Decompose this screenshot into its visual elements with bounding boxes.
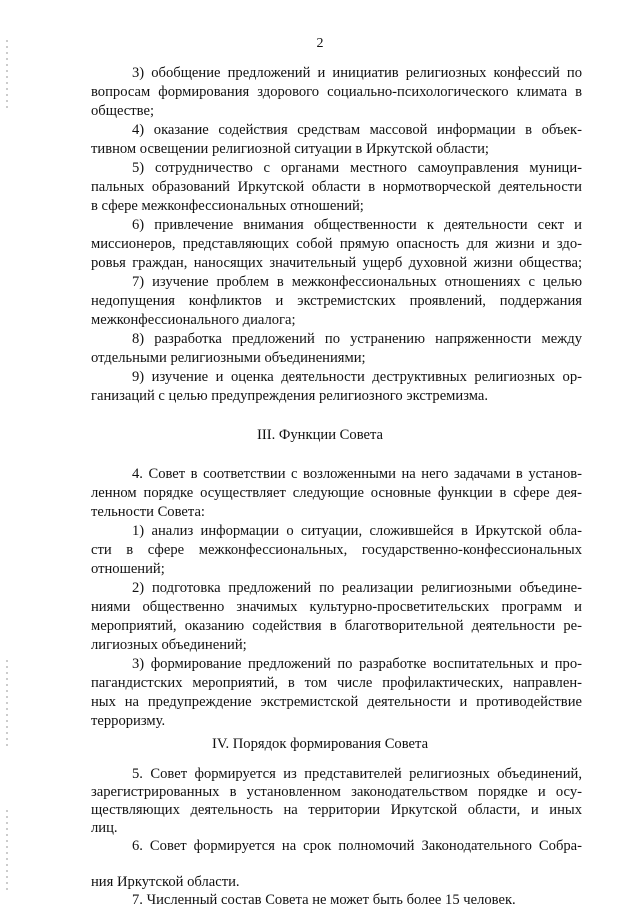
paragraph-line: ганизаций с целью предупреждения религиозного экстремизма. [91,388,489,404]
paragraph-line: тельности Совета: [91,504,205,520]
paragraph-line: ровья граждан, наносящих значительный ущерб духовной жизни общества; [91,255,582,271]
paragraph-line: отдельными религиозными объединениями; [91,350,366,366]
paragraph-line: ния Иркутской области. [91,874,240,890]
paragraph-line: недопущения конфликтов и экстремистских проявлений, поддержания [91,293,582,309]
paragraph-line: 6) привлечение внимания общественности к деятельности сект и [132,217,582,233]
paragraph-line: 1) анализ информации о ситуации, сложившейся в Иркутской обла- [132,523,582,539]
paragraph-line: ных на предупреждение экстремистской деятельности и противодействие [91,694,582,710]
paragraph-line: 5. Совет формируется из представителей религиозных объединений, [132,766,582,782]
paragraph-line: 4. Совет в соответствии с возложенными на него задачами в установ- [132,466,582,482]
scan-edge-mark [6,810,8,890]
paragraph-line: ленном порядке осуществляет следующие основные функции в сфере дея- [91,485,582,501]
paragraph-line: 7. Численный состав Совета не может быть более 15 человек. [132,892,516,908]
paragraph-line: отношений; [91,561,165,577]
paragraph-line: зарегистрированных в установленном законодательством порядке и осу- [91,784,582,800]
paragraph-line: лигиозных объединений; [91,637,247,653]
paragraph-line: 3) формирование предложений по разработке воспитательных и про- [132,656,582,672]
paragraph-line: ществляющих деятельность на территории Иркутской области, и иных [91,802,582,818]
paragraph-line: миссионеров, представляющих собой прямую опасность для жизни и здо- [91,236,582,252]
paragraph-line: пагандистских мероприятий, в том числе профилактических, направлен- [91,675,582,691]
paragraph-line: межконфессионального диалога; [91,312,296,328]
paragraph-line: 5) сотрудничество с органами местного самоуправления муници- [132,160,582,176]
paragraph-line: 2) подготовка предложений по реализации религиозными объедине- [132,580,582,596]
paragraph-line: в сфере межконфессиональных отношений; [91,198,364,214]
paragraph-line: 8) разработка предложений по устранению напряженности между [132,331,582,347]
paragraph-line: вопросам формирования здорового социально-психологического климата в [91,84,582,100]
paragraph-line: 7) изучение проблем в межконфессиональных отношениях с целью [132,274,582,290]
section-heading: III. Функции Совета [256,427,384,443]
section-heading: IV. Порядок формирования Совета [211,736,429,752]
page-number: 2 [316,36,324,51]
paragraph-line: обществе; [91,103,154,119]
paragraph-line: 3) обобщение предложений и инициатив религиозных конфессий по [132,65,582,81]
paragraph-line: пальных образований Иркутской области в нормотворческой деятельности [91,179,582,195]
paragraph-line: терроризму. [91,713,166,729]
paragraph-line: ниями общественно значимых культурно-просветительских программ и [91,599,582,615]
paragraph-line: лиц. [91,820,118,836]
paragraph-line: 6. Совет формируется на срок полномочий Законодательного Собра- [132,838,582,854]
paragraph-line: сти в сфере межконфессиональных, государственно-конфессиональных [91,542,582,558]
paragraph-line: 9) изучение и оценка деятельности деструктивных религиозных ор- [132,369,582,385]
paragraph-line: мероприятий, оказанию содействия в благотворительной деятельности ре- [91,618,582,634]
paragraph-line: 4) оказание содействия средствам массовой информации в объек- [132,122,582,138]
paragraph-line: тивном освещении религиозной ситуации в Иркутской области; [91,141,489,157]
